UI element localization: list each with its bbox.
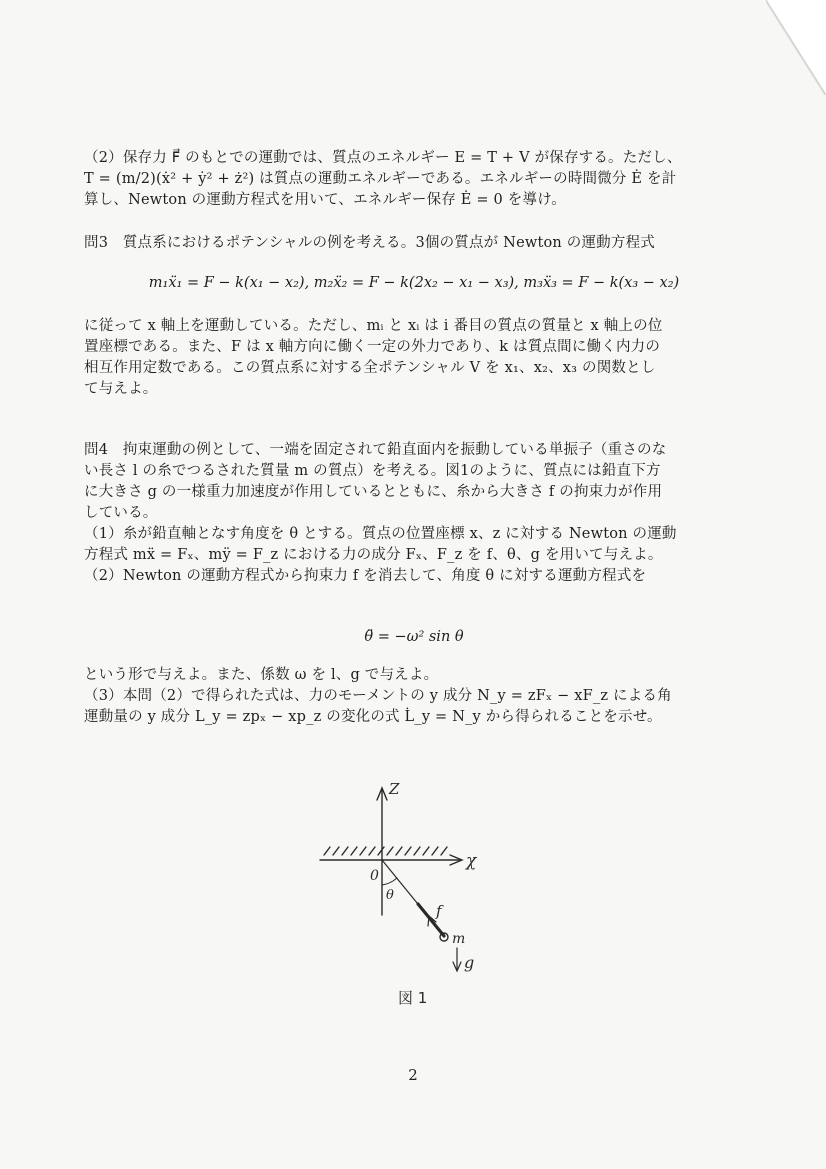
page-corner-edge	[766, 0, 826, 95]
page-number: 2	[408, 1066, 418, 1084]
question-3-equations: m₁ẍ₁ = F − k(x₁ − x₂), m₂ẍ₂ = F − k(2x₂ − x₁ − x₃), m₃ẍ₃ = F − k(x₃ − x₂)	[148, 275, 680, 291]
gravity-label: g	[464, 953, 475, 972]
angle-label: θ	[386, 888, 394, 903]
question-4-continuation: という形で与えよ。また、係数 ω を l、g で与えよ。 （3）本問（2）で得られた式は、力のモーメントの y 成分 N_y = zFₓ − xF_z による角 運動量の y 成分 L_y = zpₓ − xp_z の変化の式 L̇_y = N_y から得られることを示せ。	[84, 667, 672, 725]
origin-label: 0	[370, 868, 379, 884]
x-axis-label: χ	[466, 851, 477, 871]
pendulum-figure	[300, 770, 520, 1040]
pendulum-equation: θ̈ = −ω² sin θ	[364, 629, 464, 645]
z-axis-label: Z	[389, 780, 400, 798]
mass-label: m	[452, 931, 466, 947]
question-2-paragraph: （2）保存力 F⃗ のもとでの運動では、質点のエネルギー E = T + V が保存する。ただし、 T = (m/2)(ẋ² + ẏ² + ż²) は質点の運動エネルギーである。エネルギーの時間微分 Ė を計 算し、Newton の運動方程式を用いて、エネルギー保存 Ė = 0 を導け。	[84, 150, 682, 208]
ceiling-hatching	[324, 847, 447, 855]
force-label: f	[436, 902, 442, 920]
question-3-body: に従って x 軸上を運動している。ただし、mᵢ と xᵢ は i 番目の質点の質量と x 軸上の位 置座標である。また、F は x 軸方向に働く一定の外力であり、k は質点間に働く内力の 相互作用定数である。この質点系に対する全ポテンシャル V を x₁、x₂、x₃ の関数とし て与えよ。	[84, 318, 663, 397]
angle-arc	[382, 878, 397, 885]
question-3-intro: 問3 質点系におけるポテンシャルの例を考える。3個の質点が Newton の運動方程式	[84, 235, 655, 251]
figure-caption: 図 1	[398, 989, 428, 1007]
question-4-body: 問4 拘束運動の例として、一端を固定されて鉛直面内を振動している単振子（重さのな い長さ l の糸でつるされた質量 m の質点）を考える。図1のように、質点には鉛直下方 に大きさ g の一様重力加速度が作用しているとともに、糸から大きさ f の拘束力が作用 している。 （1）糸が鉛直軸となす角度を θ とする。質点の位置座標 x、z に対する Newton の運動 方程式 mẍ = Fₓ、mÿ = F_z における力の成分 Fₓ、F_z を f、θ、g を用いて与えよ。 （2）Newton の運動方程式から拘束力 f を消去して、角度 θ に対する運動方程式を	[84, 442, 677, 584]
